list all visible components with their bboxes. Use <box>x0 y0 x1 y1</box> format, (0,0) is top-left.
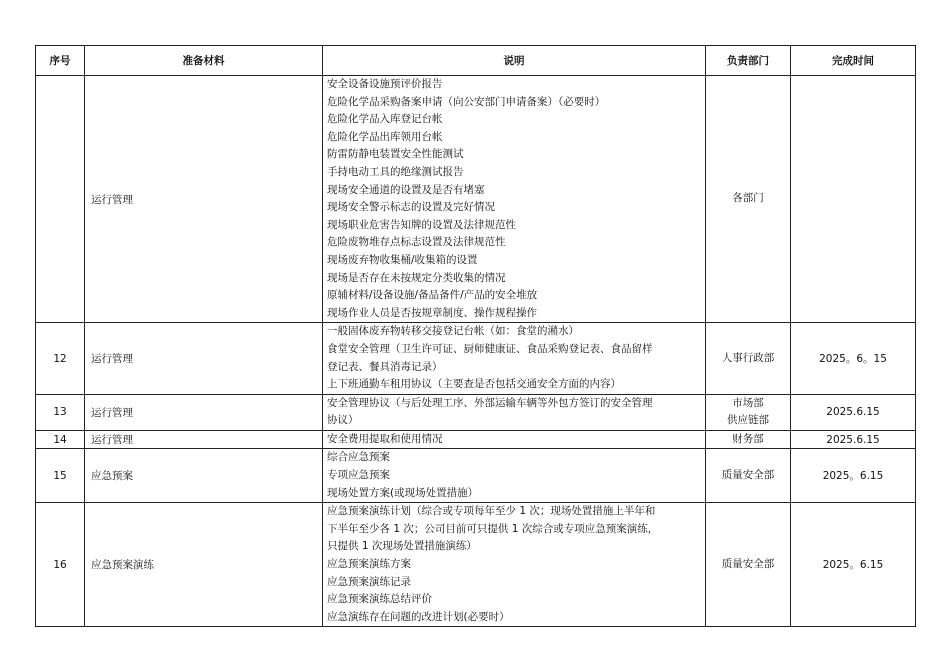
row-department <box>706 503 791 627</box>
table-header-row <box>36 46 916 76</box>
department-name: 质量安全部 <box>721 558 775 571</box>
row-number: 12 <box>36 323 85 394</box>
department-name: 各部门 <box>732 192 764 205</box>
description-line: 安全设备设施预评价报告 <box>327 78 443 90</box>
row-deadline: 2025。6。15 <box>791 323 916 394</box>
description-line: 危险化学品出库领用台帐 <box>327 130 443 143</box>
description-line: 原辅材料/设备设施/备品备件/产品的安全堆放 <box>327 289 538 302</box>
description-line: 应急预案演练计划（综合或专项每年至少 1 次；现场处置措施上半年和 <box>327 505 656 518</box>
department-name: 市场部 <box>732 396 764 409</box>
description-line: 危险化学品采购备案申请（向公安部门申请备案）（必要时） <box>327 95 606 108</box>
description-line: 危险化学品入库登记台帐 <box>327 113 443 126</box>
description-line: 专项应急预案 <box>327 469 390 482</box>
table-row <box>36 394 916 430</box>
row-number <box>36 76 85 323</box>
table-row <box>36 430 916 449</box>
description-line: 食堂安全管理（卫生许可证、厨师健康证、食品采购登记表、食品留样 <box>327 342 653 355</box>
description-line: 协议） <box>327 414 359 427</box>
row-description <box>323 430 706 449</box>
description-line: 现场作业人员是否按规章制度、操作规程操作 <box>327 306 537 319</box>
description-line: 应急预案演练方案 <box>327 558 411 571</box>
description-line: 一般固体废弃物转移交接登记台帐（如：食堂的潲水） <box>327 325 579 338</box>
description-line: 防雷防静电装置安全性能测试 <box>327 148 464 161</box>
table-row <box>36 76 916 323</box>
row-deadline: 2025。6.15 <box>791 449 916 503</box>
header-deadline: 完成时间 <box>791 46 916 76</box>
header-department: 负责部门 <box>706 46 791 76</box>
row-number: 14 <box>36 430 85 449</box>
description-line: 现场废弃物收集桶/收集箱的设置 <box>327 253 478 266</box>
row-number: 16 <box>36 503 85 627</box>
row-description <box>323 76 706 323</box>
table-row <box>36 449 916 503</box>
row-material: 运行管理 <box>85 430 323 449</box>
materials-table <box>35 45 916 627</box>
row-number: 15 <box>36 449 85 503</box>
header-material: 准备材料 <box>85 46 323 76</box>
description-line: 安全费用提取和使用情况 <box>327 432 443 445</box>
description-line: 现场安全通道的设置及是否有堵塞 <box>327 183 485 196</box>
row-deadline <box>791 76 916 323</box>
row-deadline: 2025.6.15 <box>791 430 916 449</box>
row-material: 运行管理 <box>85 394 323 430</box>
row-department <box>706 430 791 449</box>
table-row <box>36 323 916 394</box>
table-row <box>36 503 916 627</box>
department-name: 质量安全部 <box>721 469 775 482</box>
header-description: 说明 <box>323 46 706 76</box>
description-line: 只提供 1 次现场处置措施演练） <box>327 540 477 553</box>
department-name: 人事行政部 <box>721 351 775 364</box>
row-deadline: 2025。6.15 <box>791 503 916 627</box>
header-no: 序号 <box>36 46 85 76</box>
row-description <box>323 449 706 503</box>
row-number: 13 <box>36 394 85 430</box>
description-line: 下半年至少各 1 次；公司目前可只提供 1 次综合或专项应急预案演练， <box>327 522 659 535</box>
description-line: 现场职业危害告知牌的设置及法律规范性 <box>327 218 516 231</box>
department-name: 供应链部 <box>727 414 769 427</box>
row-material: 运行管理 <box>85 323 323 394</box>
description-line: 应急演练存在问题的改进计划(必要时） <box>327 610 510 623</box>
row-deadline: 2025.6.15 <box>791 394 916 430</box>
row-department <box>706 449 791 503</box>
table-body <box>36 76 916 627</box>
description-line: 危险废物堆存点标志设置及法律规范性 <box>327 236 506 249</box>
description-line: 手持电动工具的绝缘测试报告 <box>327 165 464 178</box>
row-description <box>323 394 706 430</box>
row-department <box>706 394 791 430</box>
row-description <box>323 503 706 627</box>
row-description <box>323 323 706 394</box>
description-line: 应急预案演练记录 <box>327 575 411 588</box>
row-department <box>706 323 791 394</box>
description-line: 安全管理协议（与后处理工序、外部运输车辆等外包方签订的安全管理 <box>327 396 653 409</box>
row-material: 应急预案 <box>85 449 323 503</box>
description-line: 登记表、餐具消毒记录） <box>327 360 443 373</box>
description-line: 现场是否存在未按规定分类收集的情况 <box>327 271 506 284</box>
description-line: 现场安全警示标志的设置及完好情况 <box>327 201 495 214</box>
row-department <box>706 76 791 323</box>
department-name: 财务部 <box>732 432 764 445</box>
description-line: 上下班通勤车租用协议（主要查是否包括交通安全方面的内容） <box>327 378 621 391</box>
description-line: 应急预案演练总结评价 <box>327 593 432 606</box>
row-material: 应急预案演练 <box>85 503 323 627</box>
row-material: 运行管理 <box>85 76 323 323</box>
description-line: 综合应急预案 <box>327 451 390 464</box>
description-line: 现场处置方案(或现场处置措施） <box>327 486 479 499</box>
